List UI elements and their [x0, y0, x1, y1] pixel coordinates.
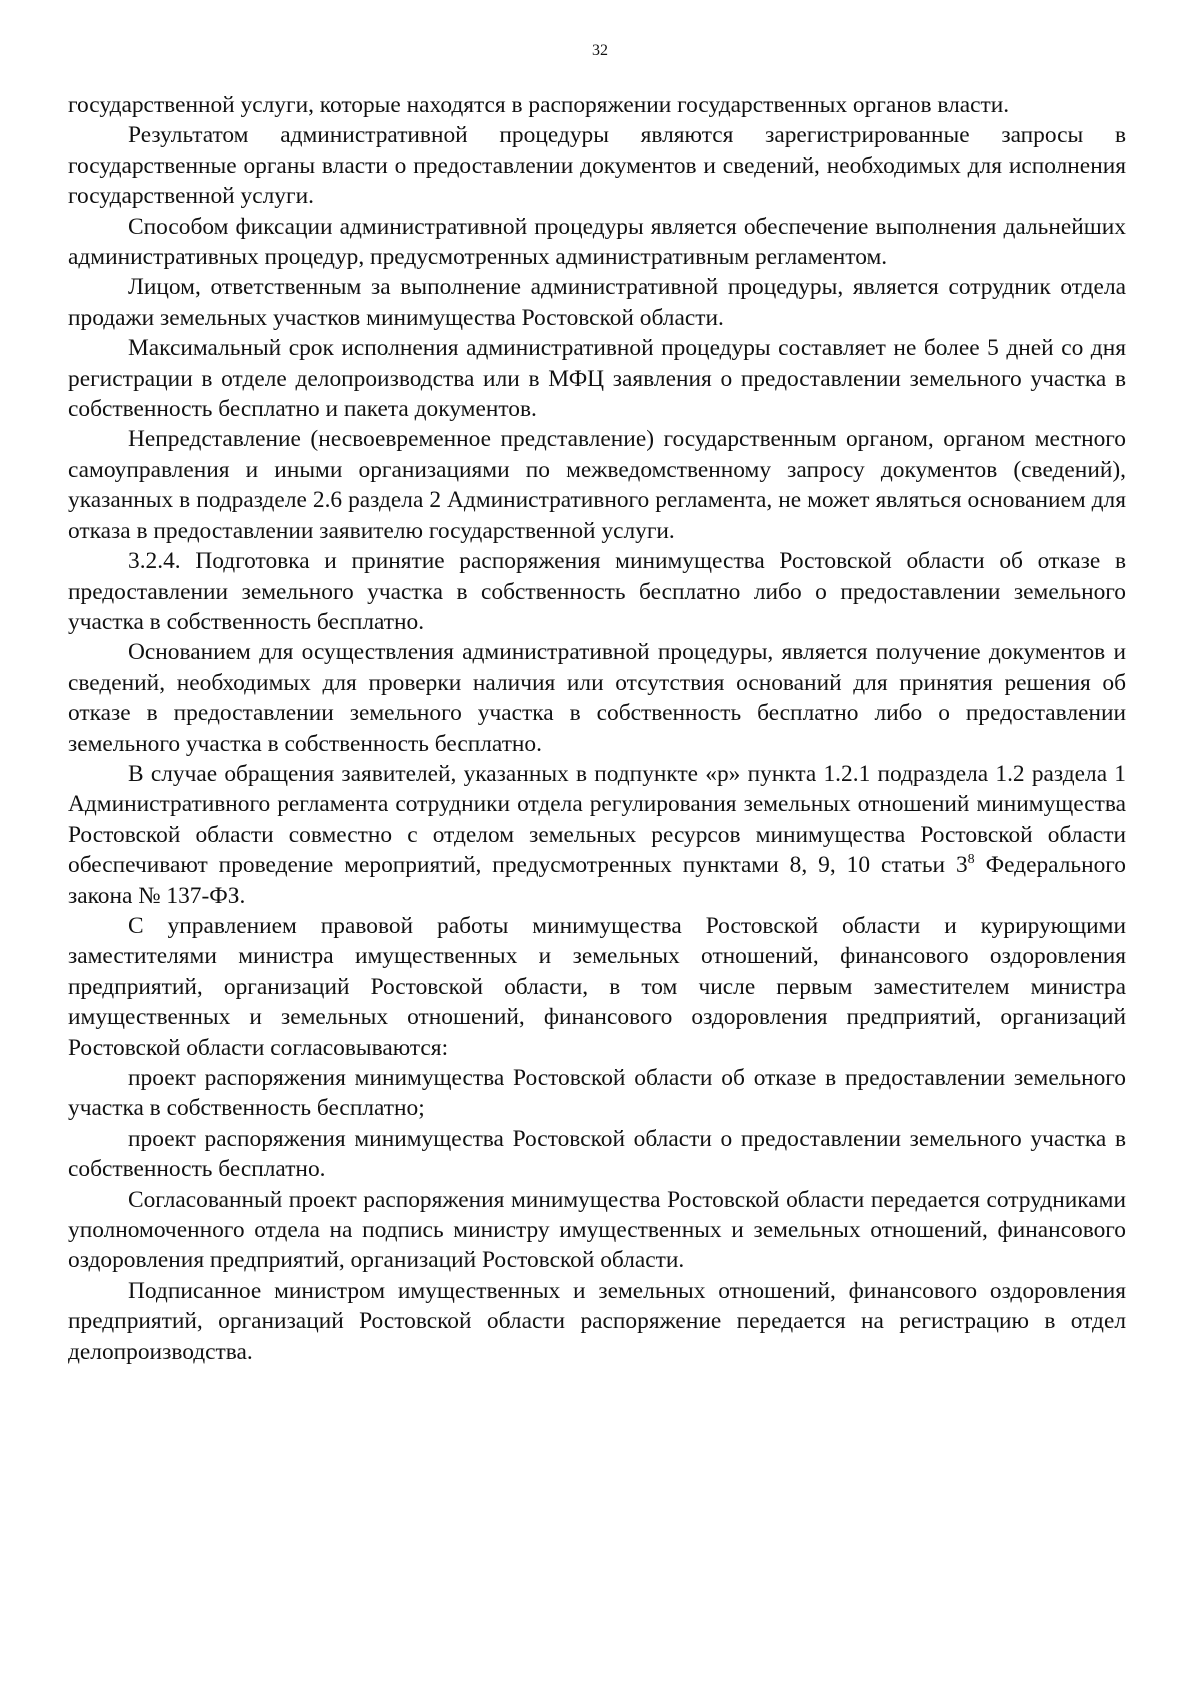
paragraph-non-submission: Непредставление (несвоевременное представление) государственным органом, органом местного самоуправления и иными организациями по межведомственному запросу документов (сведений), указанных в подразделе 2.6 раздела 2 Административного регламента, не может являться основанием для отказа в предоставлении заявителю государственной услуги.	[68, 426, 1126, 544]
paragraph-max-term: Максимальный срок исполнения административной процедуры составляет не более 5 дней со дня регистрации в отделе делопроизводства или в МФЦ заявления о предоставлении земельного участка в собственность бесплатно и пакета документов.	[68, 335, 1126, 423]
paragraph-section-3-2-4: 3.2.4. Подготовка и принятие распоряжения минимущества Ростовской области об отказе в предоставлении земельного участка в собственность бесплатно либо о предоставлении земельного участка в собственность бесплатно.	[68, 548, 1126, 635]
paragraph-continuation: государственной услуги, которые находятся в распоряжении государственных органов власти.	[68, 92, 1010, 118]
document-body	[68, 90, 1126, 1367]
applicants-case-text: В случае обращения заявителей, указанных в подпункте «р» пункта 1.2.1 подраздела 1.2 раздела 1 Административного регламента сотрудники отдела регулирования земельных отношений минимущества Ростовской области совместно с отделом земельных ресурсов минимущества Ростовской области обеспечивают проведение мероприятий, предусмотренных пунктами 8, 9, 10 статьи 3	[68, 760, 1126, 879]
article-superscript: 8	[967, 852, 975, 868]
paragraph-result: Результатом административной процедуры являются зарегистрированные запросы в государственные органы власти о предоставлении документов и сведений, необходимых для исполнения государственной услуги.	[68, 122, 1126, 210]
paragraph-draft-grant: проект распоряжения минимущества Ростовской области о предоставлении земельного участка в собственность бесплатно.	[68, 1125, 1126, 1183]
paragraph-applicants-case	[68, 759, 1126, 911]
applicants-case-text-end: Федерального закона № 137-ФЗ.	[68, 852, 1126, 909]
paragraph-draft-refusal: проект распоряжения минимущества Ростовской области об отказе в предоставлении земельного участка в собственность бесплатно;	[68, 1065, 1126, 1122]
page-number: 32	[592, 42, 608, 59]
paragraph-agreed-draft: Согласованный проект распоряжения минимущества Ростовской области передается сотрудниками уполномоченного отдела на подпись министру имущественных и земельных отношений, финансового оздоровления предприятий, организаций Ростовской области.	[68, 1186, 1126, 1274]
paragraph-approval: С управлением правовой работы минимущества Ростовской области и курирующими заместителями министра имущественных и земельных отношений, финансового оздоровления предприятий, организаций Ростовской области, в том числе первым заместителем министра имущественных и земельных отношений, финансового оздоровления предприятий, организаций Ростовской области согласовываются:	[68, 912, 1126, 1061]
paragraph-basis: Основанием для осуществления административной процедуры, является получение документов и сведений, необходимых для проверки наличия или отсутствия оснований для принятия решения об отказе в предоставлении земельного участка в собственность бесплатно либо о предоставлении земельного участка в собственность бесплатно.	[68, 639, 1126, 757]
paragraph-signed-order: Подписанное министром имущественных и земельных отношений, финансового оздоровления предприятий, организаций Ростовской области распоряжение передается на регистрацию в отдел делопроизводства.	[68, 1277, 1126, 1365]
paragraph-responsible-person: Лицом, ответственным за выполнение административной процедуры, является сотрудник отдела продажи земельных участков минимущества Ростовской области.	[68, 274, 1126, 331]
paragraph-fixation-method: Способом фиксации административной процедуры является обеспечение выполнения дальнейших административных процедур, предусмотренных административным регламентом.	[68, 213, 1126, 271]
